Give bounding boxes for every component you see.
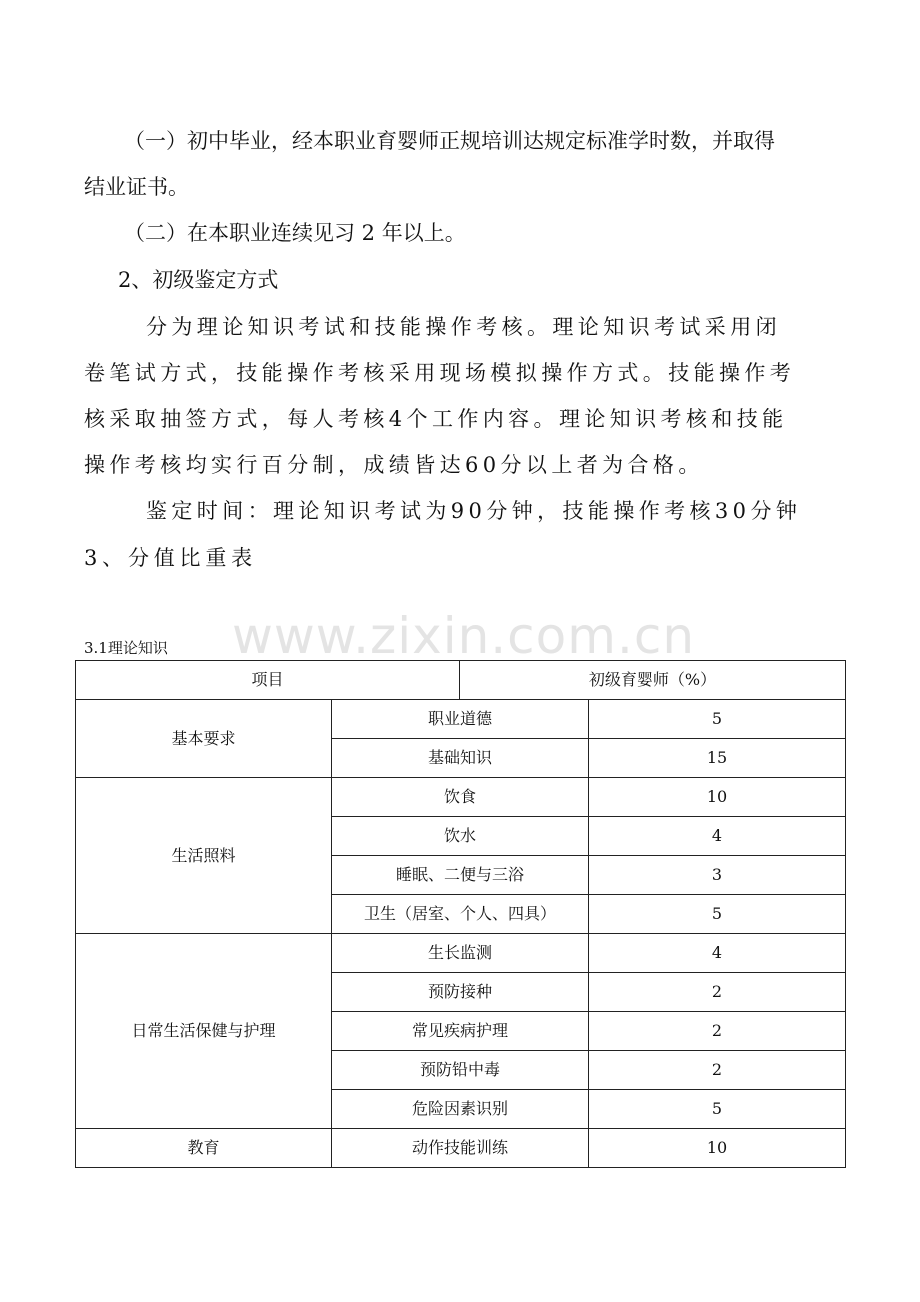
percent-cell: 5 [589, 700, 846, 739]
paragraph-2: （二）在本职业连续见习 2 年以上。 [124, 221, 466, 245]
header-item-cell: 项目 [76, 661, 460, 700]
paragraph-3-line-4: 操作考核均实行百分制，成绩皆达60分以上者为合格。 [84, 453, 704, 477]
item-cell: 卫生（居室、个人、四具） [332, 895, 589, 934]
paragraph-4: 鉴定时间：理论知识考试为90分钟，技能操作考核30分钟 [146, 499, 802, 523]
percent-cell: 10 [589, 778, 846, 817]
item-cell: 基础知识 [332, 739, 589, 778]
percent-cell: 5 [589, 1090, 846, 1129]
paragraph-3-line-3: 核采取抽签方式，每人考核4个工作内容。理论知识考核和技能 [84, 407, 788, 431]
item-cell: 饮水 [332, 817, 589, 856]
percent-cell: 10 [589, 1129, 846, 1168]
paragraph-3-line-1: 分为理论知识考试和技能操作考核。理论知识考试采用闭 [146, 315, 781, 339]
item-cell: 预防接种 [332, 973, 589, 1012]
percent-cell: 2 [589, 1012, 846, 1051]
watermark: www.zixin.com.cn [232, 607, 696, 665]
percent-cell: 2 [589, 1051, 846, 1090]
percent-cell: 4 [589, 817, 846, 856]
paragraph-1-line-2: 结业证书。 [84, 175, 189, 199]
score-weight-table [75, 660, 846, 1168]
item-cell: 睡眠、二便与三浴 [332, 856, 589, 895]
section-heading-2: 2、初级鉴定方式 [118, 268, 279, 292]
item-cell: 饮食 [332, 778, 589, 817]
table-row [76, 934, 846, 973]
section-heading-3: 3、分值比重表 [84, 546, 257, 570]
category-cell: 基本要求 [76, 700, 332, 778]
header-level-cell: 初级育婴师（%） [460, 661, 846, 700]
table-row [76, 700, 846, 739]
paragraph-1-line-1: （一）初中毕业，经本职业育婴师正规培训达规定标准学时数，并取得 [124, 129, 775, 153]
percent-cell: 5 [589, 895, 846, 934]
item-cell: 危险因素识别 [332, 1090, 589, 1129]
table-row [76, 1129, 846, 1168]
item-cell: 生长监测 [332, 934, 589, 973]
item-cell: 常见疾病护理 [332, 1012, 589, 1051]
item-cell: 职业道德 [332, 700, 589, 739]
item-cell: 动作技能训练 [332, 1129, 589, 1168]
percent-cell: 2 [589, 973, 846, 1012]
table-row [76, 778, 846, 817]
category-cell: 生活照料 [76, 778, 332, 934]
table-header-row [76, 661, 846, 700]
category-cell: 教育 [76, 1129, 332, 1168]
percent-cell: 3 [589, 856, 846, 895]
percent-cell: 15 [589, 739, 846, 778]
paragraph-3-line-2: 卷笔试方式，技能操作考核采用现场模拟操作方式。技能操作考 [84, 361, 796, 385]
item-cell: 预防铅中毒 [332, 1051, 589, 1090]
percent-cell: 4 [589, 934, 846, 973]
table-caption: 3.1理论知识 [84, 639, 168, 657]
category-cell: 日常生活保健与护理 [76, 934, 332, 1129]
